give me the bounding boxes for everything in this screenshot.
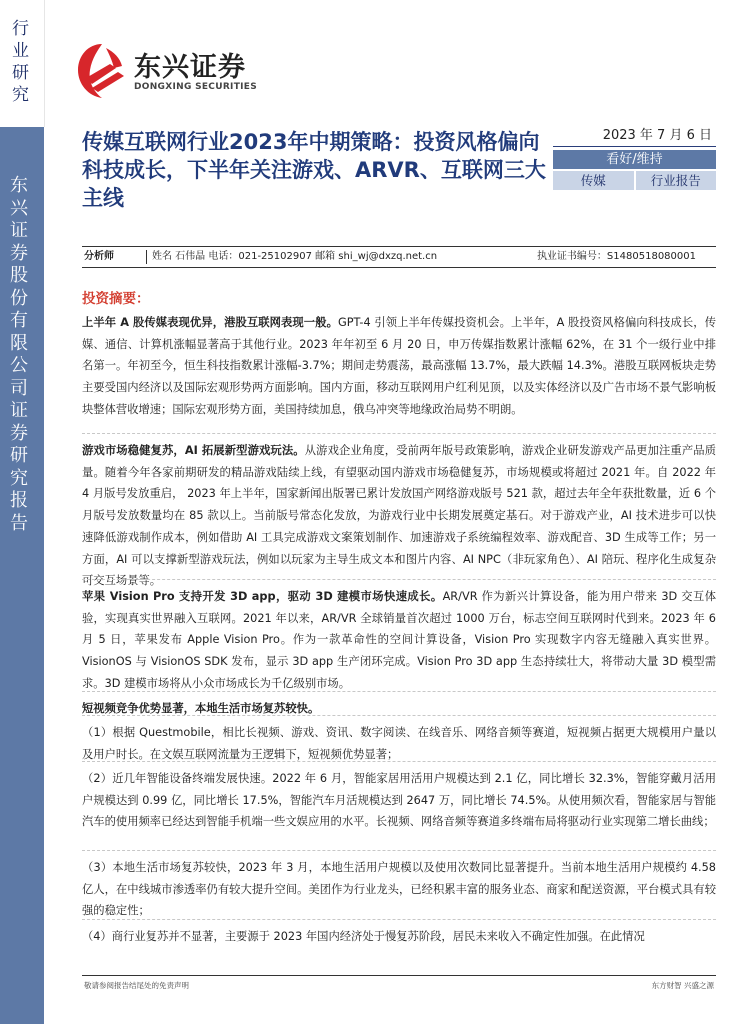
analyst-divider <box>146 250 147 264</box>
divider-line <box>82 715 716 716</box>
sidebar-category <box>0 0 45 127</box>
paragraph-lead: 游戏市场稳健复苏，AI 拓展新型游戏玩法。 <box>82 444 305 457</box>
report-tags <box>553 171 716 190</box>
divider-line <box>82 919 716 920</box>
footer-slogan: 东方财智 兴盛之源 <box>651 981 714 990</box>
logo-emblem-icon <box>76 42 128 100</box>
paragraph-text: 从游戏企业角度，受前两年版号政策影响，游戏企业研发游戏产品更加注重产品质量。随着今年各家前期研发的精品游戏陆续上线，有望驱动国内游戏市场稳健复苏，市场规模或将超过 2021 年。自 2022 年 4 月版号发放重启， 2023 年上半年，国家新闻出版署已累计发放国产网络游戏版号 521 款，超过去年全年获批数量，近 6 个月版号发放数量均在 85 款以上。当前版号常态化发放，为游戏行业中长期发展奠定基石。对于游戏产业，AI 技术进步可以快速降低游戏制作成本，例如借助 AI 工具完成游戏文案策划制作、加速游戏子系统编程效率、游戏配音、3D 生成等工作；另一方面，AI 可以支撑新型游戏玩法，例如以玩家为主导生成文本和图片内容、AI NPC（非玩家角色）、AI 陪玩、程序化生成复杂可交互场景等。 <box>82 444 716 588</box>
footer-disclaimer: 敬请参阅报告结尾处的免责声明 <box>84 981 189 990</box>
summary-paragraph <box>82 768 716 833</box>
summary-paragraph <box>82 312 716 421</box>
summary-paragraph <box>82 698 319 720</box>
sector-tag: 传媒 <box>553 171 634 190</box>
category-label: 行业研究 <box>12 19 29 105</box>
paragraph-text: GPT-4 引领上半年传媒投资机会。上半年，A 股投资风格偏向科技成长，传媒、通信、计算机涨幅显著高于其他行业。2023 年年初至 6 月 20 日，申万传媒指数累计涨幅 62%，在 31 个一级行业中排名第一。年初至今，恒生科技指数累计涨幅-3.7%；期间走势震荡，最高涨幅 13.7%，最大跌幅 14.3%。港股互联网板块走势主要受国内经济以及国际宏观形势两方面影响。国内方面，移动互联网用户红利见顶，以及实体经济以及广告市场不景气影响板块整体营收增速；国际宏观形势方面，美国持续加息，俄乌冲突等地缘政治局势不明朗。 <box>82 316 716 416</box>
report-title: 传媒互联网行业2023年中期策略：投资风格偏向科技成长，下半年关注游戏、ARVR、互联网三大主线 <box>82 130 546 210</box>
analyst-bar <box>82 246 716 268</box>
paragraph-lead: 上半年 A 股传媒表现优异，港股互联网表现一般。 <box>82 316 338 329</box>
logo-name-en: DONGXING SECURITIES <box>134 82 258 92</box>
report-meta <box>553 126 716 190</box>
divider-line <box>82 691 716 692</box>
analyst-contact: 姓名 石伟晶 电话：021-25102907 邮箱 shi_wj@dxzq.net.cn <box>152 251 438 262</box>
sidebar-band <box>0 127 44 1024</box>
divider-line <box>82 761 716 762</box>
paragraph-text: （3）本地生活市场复苏较快，2023 年 3 月，本地生活用户规模以及使用次数同比显著提升。当前本地生活用户规模约 4.58 亿人，在中线城市渗透率仍有较大提升空间。美团作为行业龙头，已经积累丰富的服务业态、商家和配送资源，平台模式具有较强的稳定性； <box>82 861 716 918</box>
summary-heading: 投资摘要： <box>82 291 150 307</box>
divider-line <box>82 433 716 434</box>
paragraph-lead: 苹果 Vision Pro 支持开发 3D app，驱动 3D 建模市场快速成长。 <box>82 590 443 603</box>
paragraph-text: （2）近几年智能设备终端发展快速。2022 年 6 月，智能家居用活用户规模达到 2.1 亿，同比增长 32.3%，智能穿戴月活用户规模达到 0.99 亿，同比增长 17.5%，智能汽车月活规模达到 2647 万，同比增长 74.5%。从使用频次看，智能家居与智能汽车的使用频率已经达到智能手机端一些文娱应用的水平。长视频、网络音频等赛道多终端布局将驱动行业实现第二增长曲线； <box>82 772 716 829</box>
analyst-cert: 执业证书编号：S1480518080001 <box>536 251 696 262</box>
paragraph-lead: 短视频竞争优势显著，本地生活市场复苏较快。 <box>82 702 320 715</box>
summary-paragraph <box>82 440 716 592</box>
divider-line <box>82 850 716 851</box>
rating-badge: 看好/维持 <box>553 150 716 169</box>
summary-paragraph <box>82 586 716 695</box>
summary-paragraph <box>82 857 716 922</box>
page-footer <box>82 975 716 992</box>
report-date: 2023 年 7 月 6 日 <box>553 126 716 147</box>
company-report-label: 东兴证券股份有限公司证券研究报告 <box>10 175 28 534</box>
logo-name-cn: 东兴证券 <box>134 52 246 83</box>
company-logo <box>76 42 296 104</box>
paragraph-text: （4）商行业复苏并不显著，主要源于 2023 年国内经济处于慢复苏阶段，居民未来收入不确定性加强。在此情况 <box>82 930 645 943</box>
report-type-tag: 行业报告 <box>636 171 717 190</box>
divider-line <box>82 579 716 580</box>
paragraph-text: （1）根据 Questmobile，相比长视频、游戏、资讯、数字阅读、在线音乐、网络音频等赛道，短视频占据更大规模用户量以及用户时长。在文娱互联网流量为王逻辑下，短视频优势显著； <box>82 726 716 761</box>
analyst-role: 分析师 <box>84 251 114 262</box>
summary-paragraph <box>82 722 716 765</box>
paragraph-text: AR/VR 作为新兴计算设备，能为用户带来 3D 交互体验，实现真实世界融入互联网。2021 年以来，AR/VR 全球销量首次超过 1000 万台，标志空间互联网时代到来。2023 年 6 月 5 日，苹果发布 Apple Vision Pro。作为一款革命性的空间计算设备，Vision Pro 实现数字内容无缝融入真实世界。VisionOS 与 VisionOS SDK 发布，显示 3D app 生产闭环完成。Vision Pro 3D app 生态持续壮大，将带动大量 3D 模型需求。3D 建模市场将从小众市场成长为千亿级别市场。 <box>82 590 717 690</box>
summary-paragraph <box>82 926 645 948</box>
